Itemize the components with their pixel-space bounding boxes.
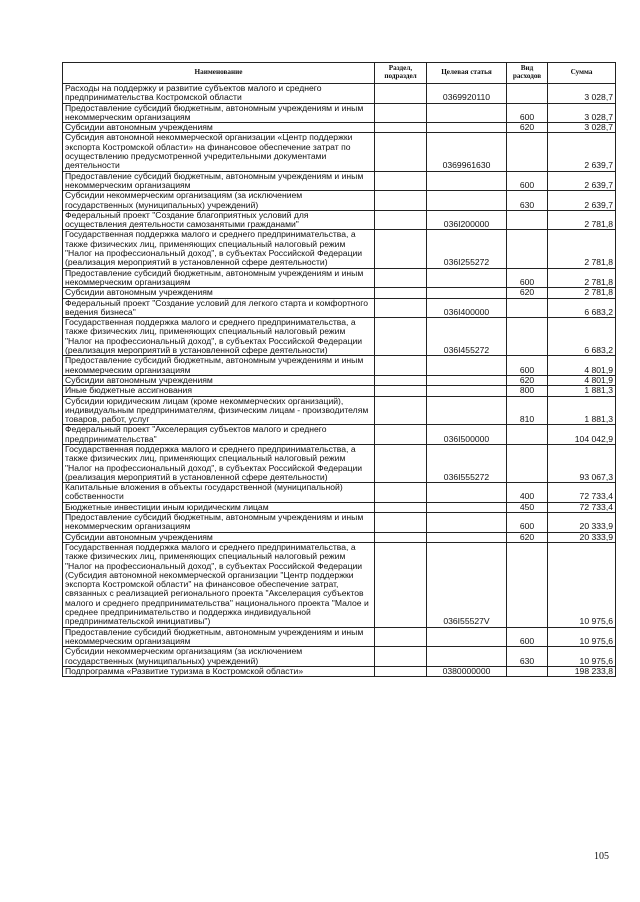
cell-type: 600: [507, 356, 548, 376]
cell-name: Предоставление субсидий бюджетным, автономным учреждениям и иным некоммерческим организациям: [63, 513, 375, 533]
cell-name: Предоставление субсидий бюджетным, автономным учреждениям и иным некоммерческим организациям: [63, 103, 375, 123]
cell-sum: 2 781,8: [548, 268, 616, 288]
cell-name: Субсидии автономным учреждениям: [63, 532, 375, 542]
cell-article: 036I500000: [427, 425, 507, 445]
table-header: [63, 63, 616, 84]
cell-sum: 72 733,4: [548, 483, 616, 503]
cell-type: 600: [507, 103, 548, 123]
cell-name: Иные бюджетные ассигнования: [63, 386, 375, 396]
table-row: [63, 171, 616, 191]
cell-section: [375, 288, 427, 298]
cell-article: [427, 647, 507, 667]
cell-sum: 2 781,8: [548, 230, 616, 268]
cell-name: Государственная поддержка малого и среднего предпринимательства, а также физических лиц, применяющих специальный налоговый режим "Налог на профессиональный доход", в субъектах Российской Федерации (реализация мероприятий в установленной сфере деятельности): [63, 318, 375, 356]
cell-type: 620: [507, 123, 548, 133]
cell-section: [375, 230, 427, 268]
cell-type: [507, 133, 548, 171]
cell-section: [375, 666, 427, 676]
table-row: [63, 123, 616, 133]
cell-type: 400: [507, 483, 548, 503]
cell-type: 630: [507, 647, 548, 667]
table-row: [63, 396, 616, 425]
cell-type: [507, 444, 548, 482]
cell-name: Федеральный проект "Акселерация субъектов малого и среднего предпринимательства": [63, 425, 375, 445]
table-row: [63, 318, 616, 356]
table-row: [63, 103, 616, 123]
cell-name: Бюджетные инвестиции иным юридическим лицам: [63, 502, 375, 512]
cell-type: [507, 666, 548, 676]
cell-type: 620: [507, 532, 548, 542]
cell-section: [375, 502, 427, 512]
cell-sum: 3 028,7: [548, 123, 616, 133]
cell-article: [427, 171, 507, 191]
cell-sum: 2 781,8: [548, 210, 616, 230]
cell-name: Государственная поддержка малого и среднего предпринимательства, а также физических лиц, применяющих специальный налоговый режим "Налог на профессиональный доход", в субъектах Российской Федерации (Субсидия автономной некоммерческой организации "Центр поддержки экспорта Костромской области" на финансовое обеспечение затрат, связанных с реализацией регионального проекта "Акселерация субъектов малого и среднего предпринимательства" национального проекта "Малое и среднее предпринимательство и поддержка индивидуальной предпринимательской инициативы"): [63, 542, 375, 627]
cell-section: [375, 133, 427, 171]
cell-article: [427, 103, 507, 123]
table-row: [63, 513, 616, 533]
cell-type: 450: [507, 502, 548, 512]
cell-type: 630: [507, 191, 548, 211]
cell-section: [375, 268, 427, 288]
cell-sum: 6 683,2: [548, 298, 616, 318]
cell-article: 0369961630: [427, 133, 507, 171]
cell-section: [375, 356, 427, 376]
cell-section: [375, 375, 427, 385]
table-row: [63, 386, 616, 396]
cell-type: [507, 542, 548, 627]
cell-section: [375, 386, 427, 396]
cell-article: 036I455272: [427, 318, 507, 356]
cell-article: 0380000000: [427, 666, 507, 676]
table-row: [63, 230, 616, 268]
cell-type: [507, 298, 548, 318]
cell-section: [375, 542, 427, 627]
cell-type: [507, 425, 548, 445]
cell-article: 036I400000: [427, 298, 507, 318]
cell-type: 600: [507, 268, 548, 288]
cell-article: [427, 627, 507, 647]
cell-article: 036I55527V: [427, 542, 507, 627]
cell-name: Федеральный проект "Создание благоприятных условий для осуществления деятельности самозанятыми гражданами": [63, 210, 375, 230]
cell-type: 800: [507, 386, 548, 396]
cell-sum: 1 881,3: [548, 386, 616, 396]
cell-name: Предоставление субсидий бюджетным, автономным учреждениям и иным некоммерческим организациям: [63, 171, 375, 191]
cell-article: [427, 123, 507, 133]
cell-article: [427, 386, 507, 396]
cell-name: Предоставление субсидий бюджетным, автономным учреждениям и иным некоммерческим организациям: [63, 268, 375, 288]
cell-name: Субсидии юридическим лицам (кроме некоммерческих организаций), индивидуальным предпринимателям, физическим лицам - производителям товаров, работ, услуг: [63, 396, 375, 425]
cell-sum: 20 333,9: [548, 532, 616, 542]
table-row: [63, 666, 616, 676]
cell-section: [375, 483, 427, 503]
cell-name: Субсидии некоммерческим организациям (за исключением государственных (муниципальных) учреждений): [63, 191, 375, 211]
table-row: [63, 268, 616, 288]
cell-type: 600: [507, 513, 548, 533]
cell-type: 810: [507, 396, 548, 425]
table-row: [63, 532, 616, 542]
cell-section: [375, 532, 427, 542]
cell-type: 620: [507, 288, 548, 298]
cell-name: Подпрограмма «Развитие туризма в Костромской области»: [63, 666, 375, 676]
cell-sum: 3 028,7: [548, 84, 616, 104]
cell-sum: 4 801,9: [548, 375, 616, 385]
cell-sum: 6 683,2: [548, 318, 616, 356]
header-type: Вид расходов: [507, 63, 548, 84]
table-row: [63, 356, 616, 376]
table-row: [63, 210, 616, 230]
cell-name: Федеральный проект "Создание условий для легкого старта и комфортного ведения бизнеса": [63, 298, 375, 318]
cell-section: [375, 84, 427, 104]
cell-article: [427, 513, 507, 533]
table-row: [63, 84, 616, 104]
cell-section: [375, 210, 427, 230]
cell-article: 036I555272: [427, 444, 507, 482]
cell-sum: 10 975,6: [548, 627, 616, 647]
table-body: [63, 84, 616, 677]
cell-article: 0369920110: [427, 84, 507, 104]
cell-sum: 3 028,7: [548, 103, 616, 123]
cell-name: Расходы на поддержку и развитие субъектов малого и среднего предпринимательства Костромской области: [63, 84, 375, 104]
cell-name: Предоставление субсидий бюджетным, автономным учреждениям и иным некоммерческим организациям: [63, 627, 375, 647]
header-sum: Сумма: [548, 63, 616, 84]
budget-table: [62, 62, 616, 677]
cell-type: [507, 84, 548, 104]
cell-article: [427, 191, 507, 211]
cell-name: Государственная поддержка малого и среднего предпринимательства, а также физических лиц, применяющих специальный налоговый режим "Налог на профессиональный доход", в субъектах Российской Федерации (реализация мероприятий в установленной сфере деятельности): [63, 444, 375, 482]
cell-article: 036I255272: [427, 230, 507, 268]
cell-section: [375, 191, 427, 211]
cell-section: [375, 103, 427, 123]
cell-name: Государственная поддержка малого и среднего предпринимательства, а также физических лиц, применяющих специальный налоговый режим "Налог на профессиональный доход", в субъектах Российской Федерации (реализация мероприятий в установленной сфере деятельности): [63, 230, 375, 268]
table-row: [63, 191, 616, 211]
table-row: [63, 425, 616, 445]
cell-sum: 104 042,9: [548, 425, 616, 445]
cell-name: Субсидия автономной некоммерческой организации «Центр поддержки экспорта Костромской области» на финансовое обеспечение затрат по осуществлению предусмотренной учредительными документами деятельности: [63, 133, 375, 171]
cell-sum: 93 067,3: [548, 444, 616, 482]
table-row: [63, 627, 616, 647]
cell-article: [427, 502, 507, 512]
cell-sum: 72 733,4: [548, 502, 616, 512]
cell-sum: 4 801,9: [548, 356, 616, 376]
cell-section: [375, 627, 427, 647]
cell-sum: 2 639,7: [548, 133, 616, 171]
table-row: [63, 375, 616, 385]
cell-name: Субсидии автономным учреждениям: [63, 123, 375, 133]
cell-sum: 10 975,6: [548, 542, 616, 627]
page-number: 105: [594, 851, 609, 862]
cell-sum: 2 639,7: [548, 171, 616, 191]
cell-article: [427, 532, 507, 542]
cell-type: 620: [507, 375, 548, 385]
table-row: [63, 298, 616, 318]
cell-sum: 10 975,6: [548, 647, 616, 667]
cell-section: [375, 318, 427, 356]
table-row: [63, 502, 616, 512]
cell-sum: 20 333,9: [548, 513, 616, 533]
cell-article: [427, 396, 507, 425]
table-row: [63, 647, 616, 667]
cell-section: [375, 171, 427, 191]
cell-sum: 1 881,3: [548, 396, 616, 425]
cell-sum: 2 781,8: [548, 288, 616, 298]
cell-type: [507, 230, 548, 268]
cell-article: [427, 288, 507, 298]
table-row: [63, 288, 616, 298]
cell-sum: 198 233,8: [548, 666, 616, 676]
cell-type: [507, 318, 548, 356]
cell-article: 036I200000: [427, 210, 507, 230]
header-section: Раздел, подраздел: [375, 63, 427, 84]
header-name: Наименование: [63, 63, 375, 84]
cell-article: [427, 375, 507, 385]
cell-sum: 2 639,7: [548, 191, 616, 211]
table-row: [63, 133, 616, 171]
table-row: [63, 542, 616, 627]
cell-name: Субсидии некоммерческим организациям (за исключением государственных (муниципальных) учреждений): [63, 647, 375, 667]
cell-section: [375, 298, 427, 318]
table-row: [63, 444, 616, 482]
cell-article: [427, 483, 507, 503]
cell-name: Субсидии автономным учреждениям: [63, 375, 375, 385]
cell-section: [375, 444, 427, 482]
cell-section: [375, 425, 427, 445]
cell-section: [375, 513, 427, 533]
cell-article: [427, 268, 507, 288]
cell-section: [375, 123, 427, 133]
header-article: Целевая статья: [427, 63, 507, 84]
table-row: [63, 483, 616, 503]
cell-section: [375, 647, 427, 667]
cell-type: 600: [507, 171, 548, 191]
cell-type: [507, 210, 548, 230]
cell-article: [427, 356, 507, 376]
cell-name: Предоставление субсидий бюджетным, автономным учреждениям и иным некоммерческим организациям: [63, 356, 375, 376]
cell-name: Субсидии автономным учреждениям: [63, 288, 375, 298]
cell-type: 600: [507, 627, 548, 647]
cell-name: Капитальные вложения в объекты государственной (муниципальной) собственности: [63, 483, 375, 503]
cell-section: [375, 396, 427, 425]
